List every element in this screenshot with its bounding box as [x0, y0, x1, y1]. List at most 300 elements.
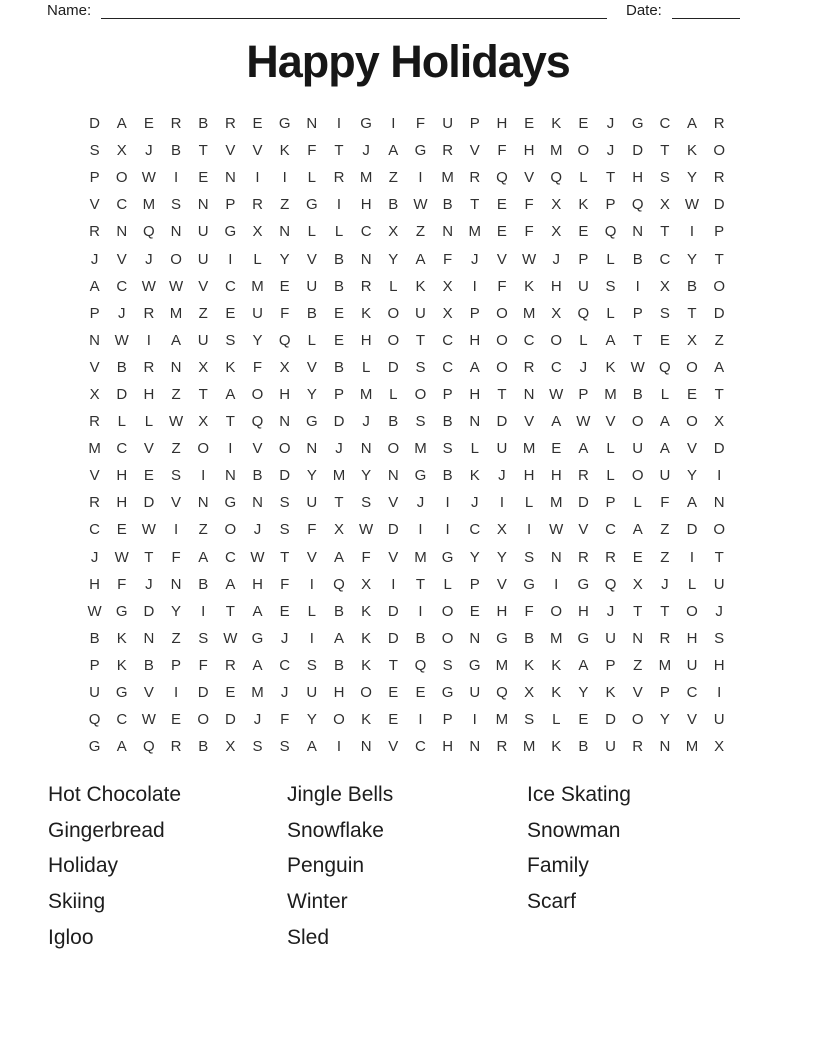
grid-cell: L: [389, 385, 398, 403]
grid-cell: Q: [251, 413, 264, 431]
grid-cell: K: [578, 196, 589, 214]
grid-cell: Z: [280, 196, 290, 214]
grid-cell: J: [117, 304, 126, 322]
grid-cell: W: [521, 250, 537, 268]
grid-cell: C: [279, 656, 291, 674]
grid-cell: V: [89, 196, 100, 214]
grid-cell: I: [173, 169, 179, 187]
grid-cell: W: [549, 521, 564, 539]
grid-cell: C: [360, 223, 372, 241]
word-list-item: Jingle Bells: [287, 782, 394, 806]
grid-cell: R: [143, 358, 155, 376]
grid-cell: X: [388, 223, 399, 241]
grid-cell: O: [713, 521, 725, 539]
grid-cell: Q: [550, 169, 563, 187]
grid-cell: Y: [279, 250, 290, 268]
grid-cell: B: [442, 467, 453, 485]
grid-cell: Y: [687, 467, 698, 485]
grid-cell: F: [117, 575, 127, 593]
grid-cell: S: [415, 413, 426, 431]
grid-cell: R: [469, 169, 481, 187]
grid-cell: C: [415, 738, 426, 756]
grid-cell: V: [306, 358, 317, 376]
grid-cell: F: [415, 115, 426, 133]
grid-cell: J: [579, 358, 588, 376]
grid-cell: D: [713, 440, 725, 458]
grid-cell: J: [145, 575, 153, 593]
grid-cell: N: [550, 548, 562, 566]
grid-cell: D: [387, 521, 399, 539]
grid-cell: H: [550, 467, 562, 485]
grid-cell: C: [224, 548, 236, 566]
grid-cell: R: [360, 277, 372, 295]
name-label: Name:: [47, 2, 92, 19]
grid-cell: F: [280, 304, 290, 322]
grid-cell: J: [471, 250, 479, 268]
grid-cell: X: [116, 142, 127, 160]
grid-cell: O: [631, 711, 644, 729]
grid-cell: K: [524, 277, 535, 295]
grid-cell: W: [223, 629, 238, 647]
grid-cell: G: [224, 223, 237, 241]
grid-cell: B: [89, 629, 100, 647]
grid-cell: D: [387, 358, 399, 376]
grid-cell: E: [252, 115, 263, 133]
grid-cell: L: [389, 277, 398, 295]
grid-cell: V: [469, 142, 480, 160]
grid-cell: R: [89, 413, 100, 431]
grid-cell: W: [141, 521, 156, 539]
grid-cell: X: [89, 385, 100, 403]
grid-cell: R: [252, 196, 263, 214]
grid-cell: S: [225, 331, 236, 349]
grid-cell: A: [687, 494, 698, 512]
grid-cell: L: [307, 169, 316, 187]
word-list-item: Igloo: [48, 926, 94, 950]
grid-cell: X: [252, 223, 263, 241]
grid-cell: N: [469, 738, 481, 756]
word-list-column: [527, 777, 768, 956]
grid-cell: W: [549, 385, 564, 403]
grid-cell: P: [442, 385, 453, 403]
grid-cell: U: [306, 494, 318, 512]
grid-cell: F: [252, 358, 263, 376]
grid-cell: I: [336, 115, 342, 133]
grid-cell: J: [552, 250, 560, 268]
grid-cell: U: [442, 115, 454, 133]
grid-cell: R: [659, 629, 671, 647]
grid-cell: Y: [306, 467, 317, 485]
grid-cell: J: [471, 494, 479, 512]
grid-cell: F: [443, 250, 453, 268]
grid-cell: W: [250, 548, 265, 566]
grid-cell: R: [333, 169, 345, 187]
grid-cell: W: [413, 196, 428, 214]
grid-cell: I: [418, 169, 423, 187]
grid-cell: V: [143, 684, 154, 702]
grid-cell: T: [497, 385, 507, 403]
grid-cell: Y: [252, 331, 263, 349]
grid-cell: H: [523, 467, 535, 485]
grid-cell: O: [170, 250, 182, 268]
grid-cell: J: [362, 142, 370, 160]
grid-cell: L: [524, 494, 534, 512]
grid-cell: C: [686, 684, 698, 702]
grid-cell: U: [632, 440, 644, 458]
grid-cell: V: [524, 169, 535, 187]
grid-cell: V: [171, 494, 182, 512]
grid-cell: F: [497, 277, 507, 295]
grid-cell: E: [551, 440, 562, 458]
grid-cell: Q: [414, 656, 427, 674]
grid-cell: E: [415, 684, 426, 702]
grid-cell: Q: [496, 169, 508, 187]
grid-cell: G: [496, 629, 508, 647]
grid-cell: A: [116, 738, 127, 756]
grid-cell: G: [360, 115, 372, 133]
grid-cell: O: [686, 602, 698, 620]
grid-cell: M: [441, 169, 454, 187]
grid-cell: N: [143, 629, 155, 647]
grid-cell: Z: [714, 331, 724, 349]
grid-cell: A: [388, 142, 399, 160]
grid-cell: M: [658, 656, 672, 674]
grid-cell: Q: [88, 711, 101, 729]
grid-cell: Z: [171, 629, 181, 647]
grid-cell: I: [228, 250, 233, 268]
grid-cell: I: [173, 684, 179, 702]
grid-cell: E: [578, 711, 589, 729]
grid-cell: O: [550, 331, 563, 349]
grid-cell: L: [579, 331, 588, 349]
grid-cell: D: [686, 521, 698, 539]
grid-cell: X: [442, 304, 453, 322]
grid-cell: E: [333, 331, 344, 349]
grid-cell: S: [442, 656, 453, 674]
grid-cell: S: [659, 304, 670, 322]
grid-cell: D: [197, 684, 209, 702]
grid-cell: A: [659, 440, 670, 458]
grid-cell: R: [713, 169, 725, 187]
grid-cell: T: [415, 331, 426, 349]
grid-cell: O: [333, 711, 345, 729]
word-list-item: Scarf: [527, 890, 577, 914]
grid-cell: X: [551, 223, 562, 241]
grid-cell: M: [332, 467, 346, 485]
grid-cell: B: [198, 115, 209, 133]
grid-cell: M: [414, 548, 427, 566]
grid-cell: Y: [687, 169, 698, 187]
grid-cell: M: [359, 169, 373, 187]
grid-cell: V: [605, 413, 616, 431]
grid-cell: C: [605, 521, 616, 539]
grid-cell: P: [171, 656, 182, 674]
grid-cell: G: [523, 575, 535, 593]
grid-cell: B: [198, 738, 209, 756]
grid-cell: G: [577, 629, 590, 647]
grid-cell: N: [469, 413, 481, 431]
grid-cell: T: [225, 602, 235, 620]
grid-cell: T: [388, 656, 398, 674]
grid-cell: F: [660, 494, 670, 512]
grid-cell: L: [334, 223, 344, 241]
grid-cell: L: [552, 711, 561, 729]
grid-cell: K: [605, 684, 616, 702]
grid-cell: Z: [633, 656, 643, 674]
grid-cell: U: [605, 738, 616, 756]
grid-cell: Z: [171, 385, 181, 403]
grid-cell: B: [333, 277, 344, 295]
grid-cell: Z: [660, 548, 670, 566]
grid-cell: L: [253, 250, 262, 268]
grid-cell: G: [631, 115, 644, 133]
grid-cell: A: [605, 331, 616, 349]
grid-cell: R: [577, 467, 589, 485]
grid-cell: O: [686, 413, 698, 431]
grid-cell: O: [387, 440, 400, 458]
grid-cell: J: [335, 440, 343, 458]
grid-cell: G: [468, 656, 481, 674]
grid-cell: G: [88, 738, 101, 756]
grid-cell: M: [549, 142, 563, 160]
date-label: Date:: [626, 2, 662, 19]
grid-cell: K: [469, 467, 480, 485]
grid-cell: I: [717, 684, 722, 702]
grid-cell: U: [577, 277, 589, 295]
grid-cell: O: [387, 331, 400, 349]
grid-cell: L: [307, 223, 316, 241]
grid-cell: Z: [171, 440, 181, 458]
grid-cell: U: [197, 223, 209, 241]
grid-cell: S: [714, 629, 725, 647]
grid-cell: K: [279, 142, 290, 160]
grid-cell: U: [252, 304, 263, 322]
grid-cell: T: [714, 250, 724, 268]
grid-cell: F: [307, 521, 317, 539]
grid-cell: L: [687, 575, 697, 593]
grid-cell: A: [469, 358, 480, 376]
grid-cell: S: [306, 656, 317, 674]
grid-cell: B: [333, 358, 344, 376]
grid-cell: B: [306, 304, 317, 322]
grid-cell: N: [89, 331, 100, 349]
grid-cell: J: [280, 684, 289, 702]
grid-cell: A: [659, 413, 670, 431]
grid-cell: A: [333, 548, 344, 566]
grid-cell: V: [687, 711, 698, 729]
grid-cell: I: [228, 440, 233, 458]
grid-cell: U: [659, 467, 671, 485]
grid-cell: T: [714, 548, 724, 566]
grid-cell: M: [251, 684, 264, 702]
grid-cell: N: [279, 413, 291, 431]
grid-cell: M: [88, 440, 101, 458]
grid-cell: B: [171, 142, 182, 160]
grid-cell: A: [333, 629, 344, 647]
grid-cell: G: [305, 196, 318, 214]
grid-cell: I: [336, 196, 342, 214]
grid-cell: N: [387, 467, 399, 485]
grid-cell: C: [659, 250, 671, 268]
grid-cell: W: [359, 521, 374, 539]
grid-cell: D: [143, 602, 155, 620]
grid-cell: I: [526, 521, 532, 539]
grid-cell: D: [387, 629, 399, 647]
grid-cell: T: [198, 142, 208, 160]
grid-cell: B: [116, 358, 127, 376]
grid-cell: I: [418, 711, 423, 729]
grid-cell: E: [333, 304, 344, 322]
grid-cell: H: [632, 169, 644, 187]
grid-cell: E: [524, 115, 535, 133]
grid-cell: P: [714, 223, 725, 241]
grid-cell: B: [252, 467, 263, 485]
grid-cell: A: [632, 521, 643, 539]
grid-cell: K: [116, 629, 127, 647]
word-list-item: Holiday: [48, 854, 119, 878]
grid-cell: H: [469, 331, 481, 349]
grid-cell: W: [141, 277, 156, 295]
grid-cell: J: [253, 521, 262, 539]
grid-cell: F: [524, 223, 534, 241]
word-list-item: Ice Skating: [527, 782, 631, 806]
grid-cell: S: [361, 494, 372, 512]
grid-cell: J: [145, 142, 153, 160]
grid-cell: I: [418, 521, 423, 539]
grid-cell: H: [116, 467, 128, 485]
grid-cell: L: [144, 413, 154, 431]
grid-cell: O: [496, 358, 508, 376]
grid-cell: K: [361, 656, 372, 674]
word-list-column: [287, 777, 527, 956]
grid-cell: H: [496, 602, 508, 620]
grid-cell: R: [632, 738, 644, 756]
grid-cell: N: [360, 738, 372, 756]
grid-cell: Z: [198, 304, 208, 322]
grid-cell: U: [469, 684, 481, 702]
grid-cell: N: [170, 358, 182, 376]
grid-cell: R: [605, 548, 616, 566]
grid-cell: T: [660, 142, 670, 160]
grid-cell: V: [388, 494, 399, 512]
grid-cell: P: [89, 656, 100, 674]
grid-cell: U: [197, 331, 209, 349]
grid-cell: A: [225, 385, 236, 403]
grid-cell: P: [469, 575, 480, 593]
grid-cell: I: [146, 331, 151, 349]
grid-cell: L: [660, 385, 670, 403]
grid-cell: L: [579, 169, 588, 187]
grid-cell: N: [197, 196, 209, 214]
grid-cell: X: [659, 277, 670, 295]
grid-cell: M: [359, 385, 373, 403]
grid-cell: F: [280, 575, 290, 593]
grid-cell: G: [115, 602, 128, 620]
grid-cell: J: [362, 413, 370, 431]
grid-cell: V: [225, 142, 236, 160]
grid-cell: E: [171, 711, 182, 729]
grid-cell: O: [496, 331, 508, 349]
grid-cell: S: [415, 358, 426, 376]
grid-cell: L: [606, 304, 615, 322]
grid-cell: G: [414, 467, 427, 485]
grid-cell: A: [252, 602, 263, 620]
grid-cell: C: [224, 277, 236, 295]
grid-cell: K: [551, 115, 562, 133]
grid-cell: C: [469, 521, 481, 539]
grid-cell: B: [388, 196, 399, 214]
grid-cell: E: [143, 115, 154, 133]
grid-cell: D: [143, 494, 155, 512]
grid-cell: H: [279, 385, 291, 403]
grid-cell: X: [361, 575, 372, 593]
grid-cell: I: [336, 738, 342, 756]
grid-cell: Q: [604, 223, 617, 241]
grid-cell: Y: [171, 602, 182, 620]
grid-cell: S: [89, 142, 100, 160]
grid-cell: J: [253, 711, 262, 729]
grid-cell: N: [306, 440, 318, 458]
grid-cell: F: [524, 602, 534, 620]
grid-cell: X: [333, 521, 344, 539]
grid-cell: N: [252, 494, 263, 512]
grid-cell: E: [659, 331, 670, 349]
grid-cell: V: [496, 575, 507, 593]
grid-cell: S: [279, 494, 290, 512]
grid-cell: S: [524, 548, 535, 566]
grid-cell: W: [168, 413, 184, 431]
grid-cell: X: [225, 738, 236, 756]
grid-cell: M: [142, 196, 156, 214]
grid-cell: G: [278, 115, 291, 133]
grid-cell: D: [116, 385, 128, 403]
grid-cell: H: [89, 575, 100, 593]
grid-cell: A: [306, 738, 317, 756]
grid-cell: Q: [143, 738, 155, 756]
grid-cell: K: [605, 358, 616, 376]
grid-cell: T: [633, 602, 643, 620]
grid-cell: Y: [306, 711, 317, 729]
grid-cell: X: [524, 684, 535, 702]
grid-cell: D: [333, 413, 345, 431]
grid-cell: X: [198, 413, 209, 431]
grid-cell: M: [522, 738, 536, 756]
name-blank-line: [101, 18, 607, 19]
page-title: Happy Holidays: [246, 36, 570, 87]
grid-cell: I: [391, 575, 396, 593]
word-list-item: Penguin: [287, 854, 365, 878]
grid-cell: O: [686, 358, 698, 376]
grid-cell: X: [442, 277, 453, 295]
grid-cell: L: [307, 331, 316, 349]
grid-cell: C: [442, 331, 454, 349]
grid-cell: Y: [388, 250, 399, 268]
grid-cell: U: [197, 250, 209, 268]
grid-cell: M: [468, 223, 482, 241]
grid-cell: I: [554, 575, 559, 593]
grid-cell: I: [472, 277, 477, 295]
grid-cell: E: [388, 711, 399, 729]
grid-cell: N: [224, 169, 236, 187]
grid-cell: S: [659, 169, 670, 187]
grid-cell: N: [632, 629, 644, 647]
grid-cell: Y: [659, 711, 670, 729]
word-list: [48, 777, 768, 956]
grid-cell: M: [495, 711, 509, 729]
grid-cell: O: [387, 304, 400, 322]
grid-cell: A: [116, 115, 127, 133]
grid-cell: Q: [659, 358, 671, 376]
